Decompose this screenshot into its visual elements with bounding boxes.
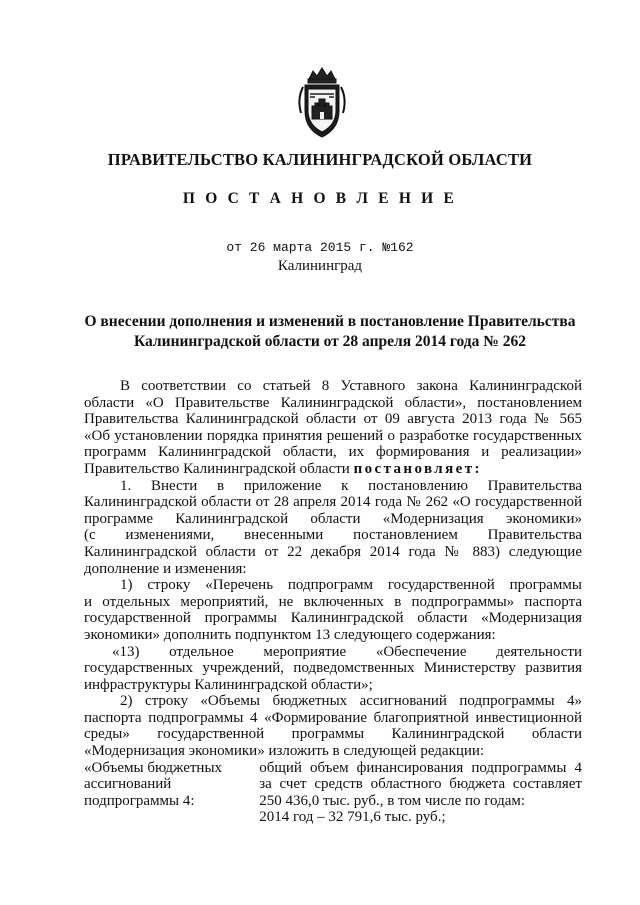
budget-table-row [84,760,582,826]
body-line: инфраструктуры Калининградской области»; [84,676,373,693]
body-line: (с изменениями, внесенными постановлением Правительства [84,527,582,544]
body-line: программе Калининградской области «Модернизация экономики» [84,510,582,527]
body-line: экономики» дополнить подпунктом 13 следующего содержания: [84,626,496,643]
decree-title-line: О внесении дополнения и изменений в постановление Правительства [84,313,576,330]
body-line: Калининградской области от 22 декабря 2014 года № 883) следующие [84,543,582,560]
body-line: государственных учреждений, подведомственных Министерству развития [84,660,582,677]
decree-date-number: от 26 марта 2015 г. №162 [226,240,414,255]
resolution-prefix: Правительство Калининградской области [84,460,350,477]
label-line: подпрограммы 4: [84,792,195,809]
body-line: среды» государственной программы Калининградской области [84,726,582,743]
coat-of-arms-emblem [295,65,349,141]
body-line: Калининградской области от 28 апреля 2014 года № 262 «О государственной [84,494,582,511]
body-line: паспорта подпрограммы 4 «Формирование благоприятной инвестиционной [84,709,582,726]
decree-title [80,312,580,352]
body-line: 1. Внести в приложение к постановлению Правительства [120,477,582,494]
body-line: 1) строку «Перечень подпрограмм государственной программы [120,577,582,594]
resolution-colon: : [474,460,482,477]
government-name: ПРАВИТЕЛЬСТВО КАЛИНИНГРАДСКОЙ ОБЛАСТИ [107,150,533,169]
body-line: «13) отдельное мероприятие «Обеспечение деятельности [112,643,582,660]
decree-body [84,378,582,826]
body-line [84,461,582,478]
label-line: ассигнований [84,776,172,793]
value-line: 250 436,0 тыс. руб., в том числе по годам: [259,792,526,809]
body-line: программ Калининградской области, их формирования и реализации» [84,444,582,461]
value-line: за счет средств областного бюджета составляет [259,776,582,793]
body-line: дополнение и изменения: [84,560,247,577]
body-line: В соответствии со статьей 8 Уставного закона Калининградской [120,378,582,394]
body-line: государственной программы Калининградской области «Модернизация [84,610,582,627]
body-line: 2) строку «Объемы бюджетных ассигнований подпрограммы 4» [120,693,582,710]
city: Калининград [277,258,363,274]
value-line: 2014 год – 32 791,6 тыс. руб.; [259,809,446,826]
document-type: П О С Т А Н О В Л Е Н И Е [182,190,458,207]
body-line: «Модернизация экономики» изложить в следующей редакции: [84,743,485,760]
body-line: области «О Правительстве Калининградской области», постановлением [84,394,582,411]
value-line: общий объем финансирования подпрограммы 4 [259,759,582,776]
resolution-keyword: постановляет [353,460,475,477]
decree-title-line: Калининградской области от 28 апреля 2014 года № 262 [134,333,526,350]
body-line: и отдельных мероприятий, не включенных в подпрограммы» паспорта [84,593,582,610]
body-line: Правительства Калининградской области от 09 августа 2013 года № 565 [84,411,582,428]
budget-table-label [84,760,259,826]
body-line: «Об установлении порядка принятия решений о разработке государственных [84,427,582,444]
label-line: «Объемы бюджетных [84,759,223,776]
budget-table-value [259,760,582,826]
